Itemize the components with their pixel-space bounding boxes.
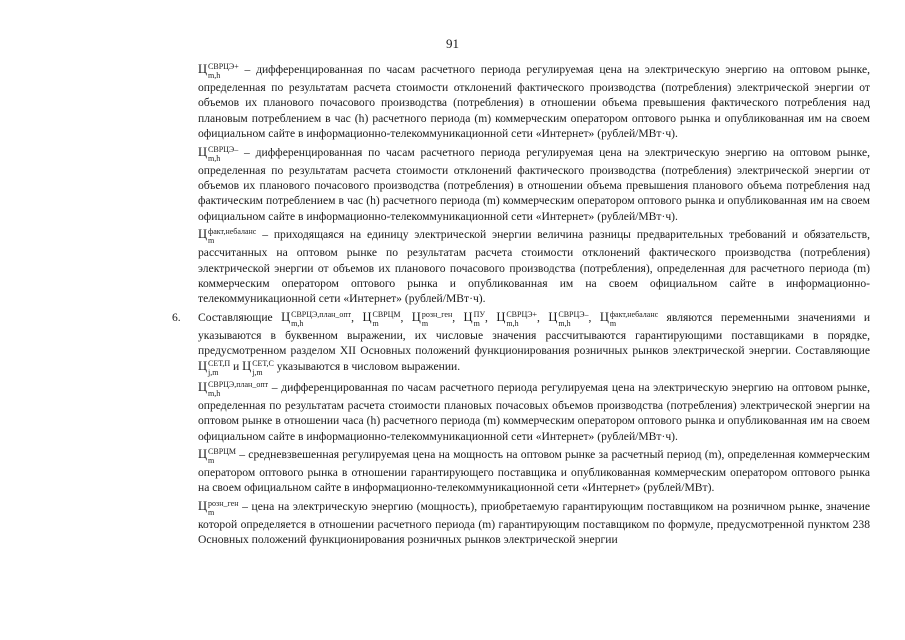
page-number: 91 xyxy=(446,36,459,51)
item-text: являются переменными значениями и указываются в буквенном выражении, их числовые значения рассчитываются гарантирующими поставщиками в порядке, предусмотренном разделом XII Основных положений функционирования розничных рынков электрической энергии. Составляющие xyxy=(198,310,871,358)
definition-text: – дифференцированная по часам расчетного периода регулируемая цена на электрическую энергию на оптовом рынке, определенная по результатам расчета стоимости плановых почасовых объемов производства (потребления) электрической энергии на оптовом рынке в отношении часа (h) расчетного периода (m) коммерческим оператором оптового рынка и опубликованная им на своем официальном сайте в информационно-телекоммуникационной сети «Интернет» (рублей/МВт·ч). xyxy=(198,380,870,443)
document-body xyxy=(172,62,871,551)
formula-symbol: Ц розн_ген m xyxy=(411,309,453,328)
item-prefix: Составляющие xyxy=(198,310,273,324)
item-text-end: указываются в числовом выражении. xyxy=(276,359,461,373)
formula-symbol: Ц ПУ m xyxy=(463,309,486,328)
definition-text: – цена на электрическую энергию (мощность), приобретаемую гарантирующим поставщиком на розничном рынке, значение которой определяется в отношении расчетного периода (m) гарантирующим поставщиком по формуле, предусмотренной пунктом 238 Основных положений функционирования розничных рынков электрической энергии xyxy=(198,499,870,547)
definition-paragraph xyxy=(198,227,870,307)
formula-symbol: Ц факт,небаланс m xyxy=(599,309,659,328)
formula-symbol: Ц СЕТ,С j,m xyxy=(242,358,274,377)
formula-symbol: Ц СВРЦЭ– m,h xyxy=(548,309,589,328)
conjunction: и xyxy=(233,359,240,373)
formula-symbol: Ц СВРЦЭ,план_опт m,h xyxy=(281,309,352,328)
formula-symbol: Ц СВРЦМ m xyxy=(362,309,401,328)
formula-symbol: Ц СЕТ,П j,m xyxy=(198,358,231,377)
definition-paragraph xyxy=(198,499,870,548)
definition-paragraph xyxy=(198,447,870,496)
formula-symbol: Ц СВРЦЭ– m,h xyxy=(198,144,239,163)
definition-text: – дифференцированная по часам расчетного периода регулируемая цена на электрическую энергию на оптовом рынке, определенная по результатам расчета стоимости отклонений фактического производства (потребления) электрической энергии от объемов их планового почасового производства (потребления) в отношении объема превышения планового объема потребления над фактическим потреблением в час (h) расчетного периода (m) коммерческим оператором оптового рынка и опубликованная им на своем официальном сайте в информационно-телекоммуникационной сети «Интернет» (рублей/МВт·ч). xyxy=(198,145,870,223)
definition-paragraph xyxy=(198,62,870,142)
definition-text: – приходящаяся на единицу электрической энергии величина разницы предварительных требований и обязательств, рассчитанных на оптовом рынке по результатам расчета стоимости отклонений фактического производства (потребления) электрической энергии от объемов их планового почасового производства (потребления), определенная для расчетного периода (m) коммерческим оператором оптового рынка и опубликованная им на своем официальном сайте в информационно-телекоммуникационной сети «Интернет» (рублей/МВт·ч). xyxy=(198,228,870,306)
definition-paragraph xyxy=(198,145,870,225)
formula-symbol: Ц СВРЦЭ+ m,h xyxy=(496,309,538,328)
definition-text: – дифференцированная по часам расчетного периода регулируемая цена на электрическую энергию на оптовом рынке, определенная по результатам расчета стоимости отклонений фактического производства (потребления) электрической энергии от объемов их планового почасового производства (потребления) в отношении объема превышения фактического потребления над плановым потреблением в час (h) расчетного периода (m) коммерческим оператором оптового рынка и опубликованная им на своем официальном сайте в информационно-телекоммуникационной сети «Интернет» (рублей/МВт·ч). xyxy=(198,63,870,141)
definition-paragraph xyxy=(198,380,870,444)
definition-text: – средневзвешенная регулируемая цена на мощность на оптовом рынке за расчетный период (m), определенная коммерческим оператором оптового рынка в отношении гарантирующего поставщика и опубликованная коммерческим оператором оптового рынка на своем официальном сайте в информационно-телекоммуникационной сети «Интернет» (рублей/МВт). xyxy=(198,447,871,495)
formula-symbol: Ц факт,небаланс m xyxy=(198,227,257,246)
item-number: 6. xyxy=(172,310,181,324)
formula-symbol: Ц СВРЦМ m xyxy=(198,446,237,465)
formula-symbol: Ц розн_ген m xyxy=(198,498,239,517)
numbered-item-6: 6. Составляющие Ц СВРЦЭ,план_опт m,h , Ц СВРЦМ m , Ц розн_ген m , Ц ПУ m , Ц СВРЦЭ+ m,h , Ц СВРЦЭ– m,h , Ц факт,небаланс m являются переменными значениями и указываются в буквенном выражении, их числовые значения рассчитываются гарантирующими поставщиками в порядке, предусмотренном разделом XII Основных положений функционирования розничных рынков электрической энергии. Составляющие Ц СЕТ,П j,m и Ц СЕТ,С j,m указываются в числовом выражении. xyxy=(172,309,871,377)
formula-symbol: Ц СВРЦЭ,план_опт m,h xyxy=(198,379,269,398)
formula-symbol: Ц СВРЦЭ+ m,h xyxy=(198,62,239,80)
